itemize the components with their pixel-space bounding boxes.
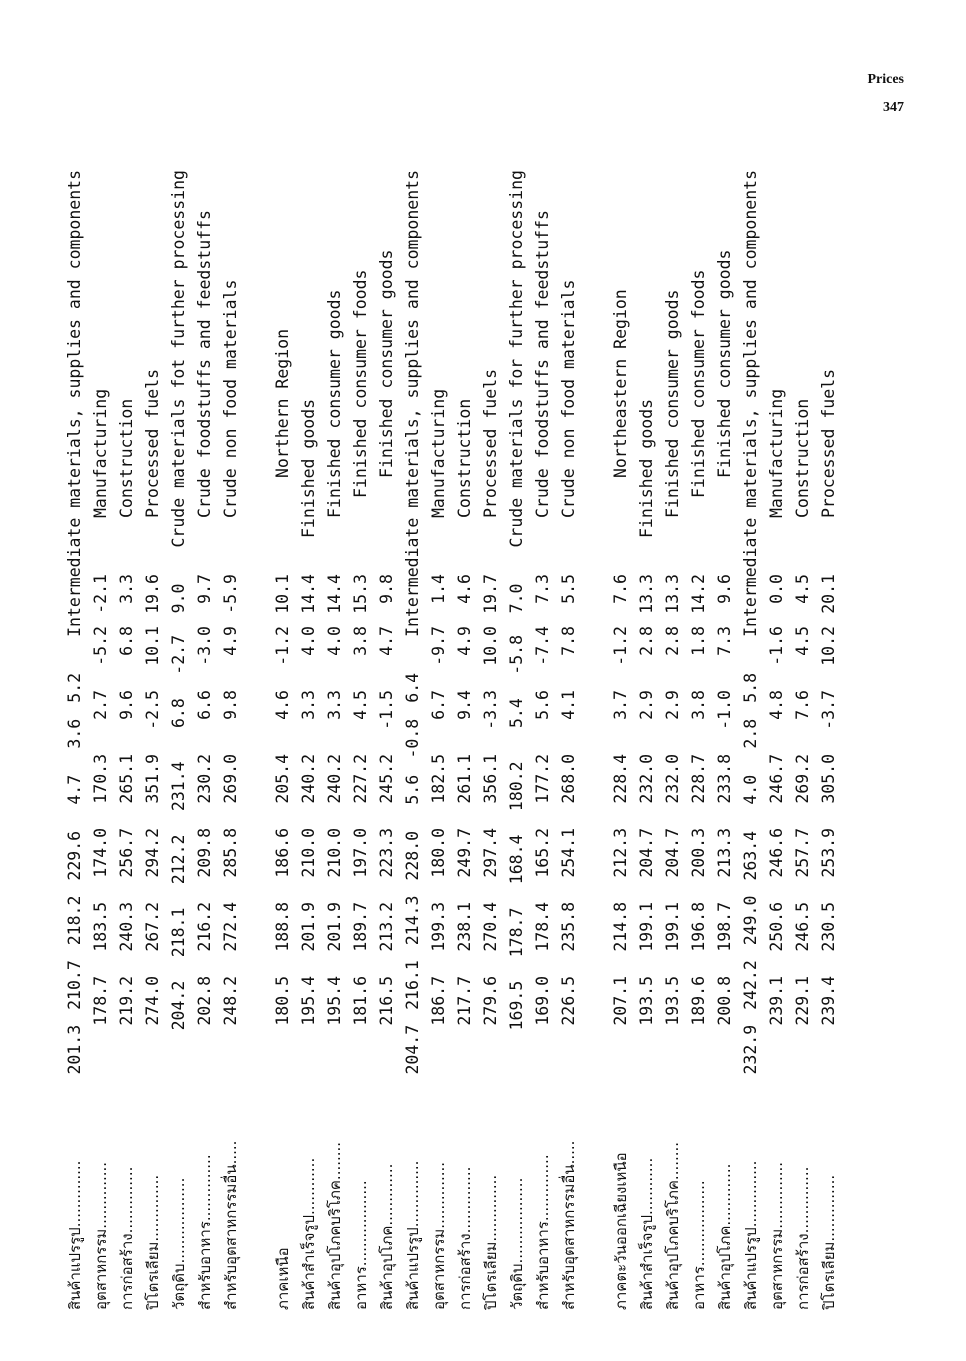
thai-label: สินค้าอุปโภค............. xyxy=(716,1163,734,1310)
percent-change: 3.3 xyxy=(325,690,344,720)
percent-change: 3.8 xyxy=(689,690,708,720)
english-label: Manufacturing xyxy=(91,388,110,518)
table-row xyxy=(348,170,374,1310)
english-label: Finished consumer goods xyxy=(715,249,734,478)
percent-change: 3.7 xyxy=(611,690,630,720)
percent-change: 14.2 xyxy=(689,574,708,614)
index-value: 256.7 xyxy=(117,828,136,878)
percent-change: -3.0 xyxy=(195,626,214,666)
english-label: Finished consumer goods xyxy=(325,289,344,518)
index-value: 351.9 xyxy=(143,754,162,804)
percent-change: 4.6 xyxy=(273,690,292,720)
index-value: 233.8 xyxy=(715,754,734,804)
english-label: Northern Region xyxy=(273,328,292,478)
percent-change: -3.3 xyxy=(481,690,500,730)
thai-label: สำหรับอุตสาหกรรมอื่น..... xyxy=(560,1140,578,1310)
percent-change: -7.4 xyxy=(533,626,552,666)
thai-label: การก่อสร้าง.............. xyxy=(118,1166,136,1310)
thai-label: สินค้าอุปโภคบริโภค........ xyxy=(664,1141,682,1310)
percent-change: -2.5 xyxy=(143,690,162,730)
index-value: 177.2 xyxy=(533,754,552,804)
percent-change: 7.0 xyxy=(507,583,526,614)
percent-change: 20.1 xyxy=(819,574,838,614)
index-value: 183.5 xyxy=(91,902,110,952)
thai-label: ภาคตะวันออกเฉียงเหนือ xyxy=(612,1152,630,1310)
table-row xyxy=(270,170,296,1310)
percent-change: 4.0 xyxy=(299,626,318,656)
percent-change: -1.5 xyxy=(377,690,396,730)
index-value: 178.7 xyxy=(91,976,110,1026)
index-value: 229.6 xyxy=(65,830,84,881)
table-row xyxy=(400,170,426,1310)
thai-label: สินค้าแปรรูป.............. xyxy=(404,1160,422,1310)
index-value: 268.0 xyxy=(559,754,578,804)
table-row xyxy=(322,170,348,1310)
thai-label: สำหรับอุตสาหกรรมอื่น..... xyxy=(222,1140,240,1310)
english-label: Finished goods xyxy=(299,398,318,538)
percent-change: 14.4 xyxy=(325,574,344,614)
index-value: 235.8 xyxy=(559,902,578,952)
index-value: 270.4 xyxy=(481,902,500,952)
thai-label: ปิโตรเลียม.............. xyxy=(820,1174,838,1310)
table-row xyxy=(452,170,478,1310)
percent-change: -0.8 xyxy=(403,718,422,759)
thai-label: สินค้าสำเร็จรูป............ xyxy=(300,1157,318,1310)
index-value: 267.2 xyxy=(143,902,162,952)
index-value: 205.4 xyxy=(273,754,292,804)
index-value: 231.4 xyxy=(169,761,188,812)
table-row xyxy=(556,170,582,1310)
table-row xyxy=(114,170,140,1310)
index-value: 219.2 xyxy=(117,976,136,1026)
index-value: 204.7 xyxy=(403,1024,422,1075)
index-value: 269.2 xyxy=(793,754,812,804)
index-value: 182.5 xyxy=(429,754,448,804)
percent-change: 0.0 xyxy=(767,574,786,604)
percent-change: 4.0 xyxy=(741,774,760,805)
running-header-title: Prices xyxy=(867,72,904,87)
percent-change: 13.3 xyxy=(637,574,656,614)
index-value: 279.6 xyxy=(481,976,500,1026)
thai-label: สินค้าแปรรูป.............. xyxy=(66,1160,84,1310)
thai-label: วัตถุดิบ.................. xyxy=(170,1177,188,1310)
percent-change: 5.2 xyxy=(65,672,84,703)
thai-label: อุตสาหกรรม.............. xyxy=(92,1161,110,1310)
index-value: 196.8 xyxy=(689,902,708,952)
index-value: 170.3 xyxy=(91,754,110,804)
index-value: 294.2 xyxy=(143,828,162,878)
index-value: 227.2 xyxy=(351,754,370,804)
english-label: Crude non food materials xyxy=(221,279,240,518)
english-label: Finished consumer goods xyxy=(663,289,682,518)
index-value: 180.2 xyxy=(507,761,526,812)
index-value: 199.3 xyxy=(429,902,448,952)
index-value: 204.7 xyxy=(637,828,656,878)
index-value: 230.2 xyxy=(195,754,214,804)
thai-label: สินค้าอุปโภคบริโภค........ xyxy=(326,1141,344,1310)
index-value: 188.8 xyxy=(273,902,292,952)
index-value: 245.2 xyxy=(377,754,396,804)
index-value: 216.1 xyxy=(403,960,422,1010)
percent-change: 3.3 xyxy=(117,574,136,604)
index-value: 240.3 xyxy=(117,902,136,952)
index-value: 218.1 xyxy=(169,907,188,958)
table-row xyxy=(478,170,504,1310)
english-label: Construction xyxy=(117,398,136,518)
percent-change: 1.8 xyxy=(689,626,708,656)
table-row xyxy=(764,170,790,1310)
english-label: Processed fuels xyxy=(481,368,500,518)
index-value: 204.7 xyxy=(663,828,682,878)
index-value: 250.6 xyxy=(767,902,786,952)
index-value: 263.4 xyxy=(741,830,760,881)
thai-label: อาหาร.................. xyxy=(352,1180,370,1310)
index-value: 181.6 xyxy=(351,976,370,1026)
thai-label: การก่อสร้าง.............. xyxy=(456,1166,474,1310)
index-value: 213.2 xyxy=(377,902,396,952)
table-row xyxy=(686,170,712,1310)
percent-change: 10.1 xyxy=(143,626,162,666)
index-value: 285.8 xyxy=(221,828,240,878)
percent-change: 2.8 xyxy=(741,718,760,749)
index-value: 178.7 xyxy=(507,907,526,958)
index-value: 272.4 xyxy=(221,902,240,952)
percent-change: 14.4 xyxy=(299,574,318,614)
table-row xyxy=(608,170,634,1310)
index-value: 305.0 xyxy=(819,754,838,804)
english-label: Construction xyxy=(455,398,474,518)
index-value: 238.1 xyxy=(455,902,474,952)
index-value: 232.0 xyxy=(637,754,656,804)
table-row xyxy=(374,170,400,1310)
percent-change: 9.6 xyxy=(715,574,734,604)
english-label: Finished consumer foods xyxy=(351,269,370,498)
index-value: 265.1 xyxy=(117,754,136,804)
percent-change: 10.2 xyxy=(819,626,838,666)
percent-change: -5.8 xyxy=(507,634,526,675)
percent-change: 5.6 xyxy=(403,774,422,805)
table-row xyxy=(218,170,244,1310)
table-row xyxy=(426,170,452,1310)
english-label: Finished consumer foods xyxy=(689,269,708,498)
table-row xyxy=(296,170,322,1310)
percent-change: 7.6 xyxy=(793,690,812,720)
percent-change: 5.4 xyxy=(507,698,526,728)
index-value: 212.2 xyxy=(169,834,188,885)
index-value: 249.0 xyxy=(741,895,760,946)
percent-change: 5.5 xyxy=(559,574,578,604)
index-value: 223.3 xyxy=(377,828,396,878)
thai-label: อาหาร.................. xyxy=(690,1180,708,1310)
thai-label: สินค้าอุปโภค............. xyxy=(378,1163,396,1310)
percent-change: 9.8 xyxy=(221,690,240,720)
index-value: 230.5 xyxy=(819,902,838,952)
percent-change: -5.9 xyxy=(221,574,240,614)
percent-change: 9.7 xyxy=(195,574,214,604)
index-value: 214.3 xyxy=(403,895,422,946)
table-row xyxy=(660,170,686,1310)
percent-change: 9.6 xyxy=(117,690,136,720)
table-row xyxy=(816,170,842,1310)
index-value: 210.7 xyxy=(65,960,84,1010)
index-value: 201.9 xyxy=(299,902,318,952)
index-value: 174.0 xyxy=(91,828,110,878)
percent-change: 2.9 xyxy=(663,690,682,720)
percent-change: 4.9 xyxy=(455,626,474,656)
percent-change: -2.1 xyxy=(91,574,110,614)
percent-change: -1.0 xyxy=(715,690,734,730)
percent-change: 3.6 xyxy=(65,718,84,749)
percent-change: 9.4 xyxy=(455,690,474,720)
english-label: Crude materials fot further processing xyxy=(169,170,188,548)
page-number: 347 xyxy=(883,100,904,115)
english-label: Intermediate materials, supplies and components xyxy=(65,170,84,637)
percent-change: 7.8 xyxy=(559,626,578,656)
percent-change: 4.1 xyxy=(559,690,578,720)
percent-change: 6.6 xyxy=(195,690,214,720)
thai-label: ปิโตรเลียม.............. xyxy=(144,1174,162,1310)
percent-change: 10.1 xyxy=(273,574,292,614)
index-value: 200.8 xyxy=(715,976,734,1026)
index-value: 168.4 xyxy=(507,834,526,885)
percent-change: 10.0 xyxy=(481,626,500,666)
index-value: 261.1 xyxy=(455,754,474,804)
thai-label: สินค้าแปรรูป.............. xyxy=(742,1160,760,1310)
percent-change: 7.6 xyxy=(611,574,630,604)
table-row xyxy=(166,170,192,1310)
percent-change: 15.3 xyxy=(351,574,370,614)
index-value: 186.6 xyxy=(273,828,292,878)
thai-label: สำหรับอาหาร.............. xyxy=(534,1154,552,1310)
table-row xyxy=(140,170,166,1310)
index-value: 212.3 xyxy=(611,828,630,878)
english-label: Intermediate materials, supplies and components xyxy=(403,170,422,637)
table-row xyxy=(790,170,816,1310)
table-row xyxy=(634,170,660,1310)
percent-change: 1.4 xyxy=(429,574,448,604)
percent-change: -5.2 xyxy=(91,626,110,666)
percent-change: 19.6 xyxy=(143,574,162,614)
index-value: 209.8 xyxy=(195,828,214,878)
english-label: Crude foodstuffs and feedstuffs xyxy=(195,210,214,518)
index-value: 204.2 xyxy=(169,980,188,1031)
index-value: 180.5 xyxy=(273,976,292,1026)
english-label: Crude foodstuffs and feedstuffs xyxy=(533,210,552,518)
percent-change: 3.3 xyxy=(299,690,318,720)
index-value: 186.7 xyxy=(429,976,448,1026)
percent-change: 9.8 xyxy=(377,574,396,604)
percent-change: -1.6 xyxy=(767,626,786,666)
index-value: 229.1 xyxy=(793,976,812,1026)
percent-change: 6.7 xyxy=(429,690,448,720)
english-label: Processed fuels xyxy=(819,368,838,518)
english-label: Processed fuels xyxy=(143,368,162,518)
percent-change: 7.3 xyxy=(715,626,734,656)
index-value: 210.0 xyxy=(299,828,318,878)
index-value: 232.9 xyxy=(741,1024,760,1075)
index-value: 218.2 xyxy=(65,895,84,946)
english-label: Finished goods xyxy=(637,398,656,538)
index-value: 178.4 xyxy=(533,902,552,952)
table-row xyxy=(712,170,738,1310)
percent-change: -3.7 xyxy=(819,690,838,730)
thai-label: อุตสาหกรรม.............. xyxy=(768,1161,786,1310)
table-row xyxy=(530,170,556,1310)
index-value: 198.7 xyxy=(715,902,734,952)
index-value: 217.7 xyxy=(455,976,474,1026)
percent-change: 13.3 xyxy=(663,574,682,614)
index-value: 297.4 xyxy=(481,828,500,878)
percent-change: 4.7 xyxy=(377,626,396,656)
percent-change: 3.8 xyxy=(351,626,370,656)
thai-label: สินค้าสำเร็จรูป............ xyxy=(638,1157,656,1310)
thai-label: อุตสาหกรรม.............. xyxy=(430,1161,448,1310)
index-value: 253.9 xyxy=(819,828,838,878)
index-value: 202.8 xyxy=(195,976,214,1026)
index-value: 193.5 xyxy=(637,976,656,1026)
percent-change: 2.7 xyxy=(91,690,110,720)
thai-label: สำหรับอาหาร.............. xyxy=(196,1154,214,1310)
index-value: 249.7 xyxy=(455,828,474,878)
percent-change: 4.5 xyxy=(351,690,370,720)
index-value: 239.1 xyxy=(767,976,786,1026)
index-value: 169.0 xyxy=(533,976,552,1026)
index-value: 207.1 xyxy=(611,976,630,1026)
thai-label: การก่อสร้าง.............. xyxy=(794,1166,812,1310)
table-row xyxy=(62,170,88,1310)
index-value: 189.7 xyxy=(351,902,370,952)
english-label: Manufacturing xyxy=(767,388,786,518)
percent-change: 6.8 xyxy=(169,698,188,728)
percent-change: 6.4 xyxy=(403,672,422,703)
index-value: 246.7 xyxy=(767,754,786,804)
index-value: 248.2 xyxy=(221,976,240,1026)
percent-change: 4.9 xyxy=(221,626,240,656)
percent-change: 2.8 xyxy=(663,626,682,656)
index-value: 216.5 xyxy=(377,976,396,1026)
index-value: 228.0 xyxy=(403,830,422,881)
percent-change: 4.8 xyxy=(767,690,786,720)
index-value: 165.2 xyxy=(533,828,552,878)
index-value: 213.3 xyxy=(715,828,734,878)
index-value: 200.3 xyxy=(689,828,708,878)
percent-change: 4.0 xyxy=(325,626,344,656)
table-row xyxy=(192,170,218,1310)
percent-change: -2.7 xyxy=(169,634,188,675)
table-row xyxy=(738,170,764,1310)
index-value: 240.2 xyxy=(299,754,318,804)
index-value: 201.3 xyxy=(65,1024,84,1075)
index-value: 254.1 xyxy=(559,828,578,878)
english-label: Finished consumer goods xyxy=(377,249,396,478)
thai-label: ปิโตรเลียม.............. xyxy=(482,1174,500,1310)
index-value: 189.6 xyxy=(689,976,708,1026)
percent-change: 2.8 xyxy=(637,626,656,656)
index-value: 195.4 xyxy=(325,976,344,1026)
index-value: 356.1 xyxy=(481,754,500,804)
index-value: 232.0 xyxy=(663,754,682,804)
percent-change: 5.6 xyxy=(533,690,552,720)
english-label: Intermediate materials, supplies and components xyxy=(741,170,760,637)
percent-change: 9.0 xyxy=(169,583,188,614)
percent-change: 5.8 xyxy=(741,672,760,703)
index-value: 193.5 xyxy=(663,976,682,1026)
index-value: 257.7 xyxy=(793,828,812,878)
index-value: 169.5 xyxy=(507,980,526,1031)
index-value: 195.4 xyxy=(299,976,318,1026)
thai-label: ภาคเหนือ xyxy=(274,1247,292,1310)
index-value: 228.4 xyxy=(611,754,630,804)
percent-change: 4.5 xyxy=(793,626,812,656)
index-value: 269.0 xyxy=(221,754,240,804)
index-value: 239.4 xyxy=(819,976,838,1026)
english-label: Construction xyxy=(793,398,812,518)
english-label: Manufacturing xyxy=(429,388,448,518)
index-value: 199.1 xyxy=(663,902,682,952)
percent-change: 6.8 xyxy=(117,626,136,656)
index-value: 199.1 xyxy=(637,902,656,952)
percent-change: -9.7 xyxy=(429,626,448,666)
index-value: 240.2 xyxy=(325,754,344,804)
price-index-table xyxy=(62,170,842,1310)
english-label: Crude non food materials xyxy=(559,279,578,518)
table-row xyxy=(88,170,114,1310)
index-value: 201.9 xyxy=(325,902,344,952)
percent-change: 4.7 xyxy=(65,774,84,805)
index-value: 210.0 xyxy=(325,828,344,878)
index-value: 197.0 xyxy=(351,828,370,878)
english-label: Crude materials for further processing xyxy=(507,170,526,548)
index-value: 246.5 xyxy=(793,902,812,952)
english-label: Northeastern Region xyxy=(611,289,630,478)
thai-label: วัตถุดิบ.................. xyxy=(508,1177,526,1310)
index-value: 226.5 xyxy=(559,976,578,1026)
index-value: 214.8 xyxy=(611,902,630,952)
index-value: 242.2 xyxy=(741,960,760,1010)
index-value: 216.2 xyxy=(195,902,214,952)
index-value: 228.7 xyxy=(689,754,708,804)
index-value: 246.6 xyxy=(767,828,786,878)
percent-change: -1.2 xyxy=(273,626,292,666)
index-value: 180.0 xyxy=(429,828,448,878)
percent-change: 19.7 xyxy=(481,574,500,614)
percent-change: 7.3 xyxy=(533,574,552,604)
percent-change: -1.2 xyxy=(611,626,630,666)
index-value: 274.0 xyxy=(143,976,162,1026)
table-row xyxy=(504,170,530,1310)
percent-change: 4.5 xyxy=(793,574,812,604)
percent-change: 4.6 xyxy=(455,574,474,604)
percent-change: 2.9 xyxy=(637,690,656,720)
